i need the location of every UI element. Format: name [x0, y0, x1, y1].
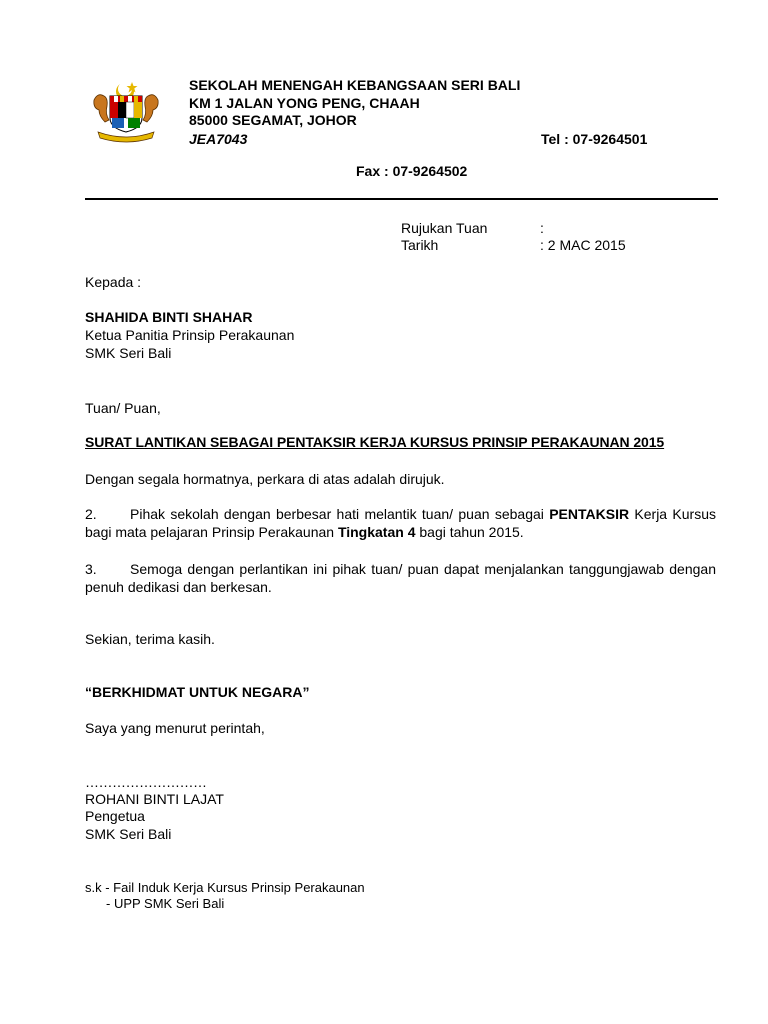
signer-name: ROHANI BINTI LAJAT	[85, 791, 224, 807]
paragraph-2-text-c: bagi tahun 2015.	[415, 524, 524, 540]
recipient-school: SMK Seri Bali	[85, 345, 172, 361]
paragraph-2-text-a: Pihak sekolah dengan berbesar hati melantik tuan/ puan sebagai	[130, 506, 550, 522]
school-name: SEKOLAH MENENGAH KEBANGSAAN SERI BALI	[189, 77, 521, 93]
cc-line-1: s.k - Fail Induk Kerja Kursus Prinsip Perakaunan	[85, 880, 365, 895]
signature-dots: ………………………	[85, 774, 207, 790]
fax-number: Fax : 07-9264502	[356, 163, 468, 179]
cc-line-2: - UPP SMK Seri Bali	[106, 896, 225, 911]
paragraph-2	[85, 505, 716, 541]
paragraph-3-text: Semoga dengan perlantikan ini pihak tuan/ puan dapat menjalankan tanggungjawab dengan penuh dedikasi dan berkesan.	[85, 561, 716, 595]
rujukan-value: :	[540, 220, 544, 236]
address-line-1: KM 1 JALAN YONG PENG, CHAAH	[189, 95, 420, 111]
signer-school: SMK Seri Bali	[85, 826, 172, 842]
closing-thanks: Sekian, terima kasih.	[85, 631, 215, 647]
rujukan-label: Rujukan Tuan	[401, 220, 488, 236]
paragraph-3-number: 3.	[85, 561, 97, 577]
address-line-2: 85000 SEGAMAT, JOHOR	[189, 112, 357, 128]
paragraph-3	[85, 560, 716, 596]
malaysia-coat-of-arms-icon	[90, 78, 162, 144]
tel-number: Tel : 07-9264501	[541, 131, 648, 147]
salutation: Tuan/ Puan,	[85, 400, 161, 416]
paragraph-2-bold-2: Tingkatan 4	[337, 524, 416, 540]
paragraph-2-number: 2.	[85, 506, 97, 522]
signer-title: Pengetua	[85, 808, 145, 824]
motto: “BERKHIDMAT UNTUK NEGARA”	[85, 684, 310, 700]
paragraph-2-text-b: Kerja Kursus bagi mata pelajaran Prinsip Perakaunan	[85, 506, 716, 540]
kepada-label: Kepada :	[85, 274, 142, 290]
recipient-position: Ketua Panitia Prinsip Perakaunan	[85, 327, 295, 343]
tarikh-value: : 2 MAC 2015	[540, 237, 626, 253]
recipient-name: SHAHIDA BINTI SHAHAR	[85, 309, 253, 325]
paragraph-1: Dengan segala hormatnya, perkara di atas adalah dirujuk.	[85, 471, 445, 487]
tarikh-label: Tarikh	[401, 237, 439, 253]
school-code: JEA7043	[189, 131, 248, 147]
header-divider	[85, 198, 718, 200]
letter-subject: SURAT LANTIKAN SEBAGAI PENTAKSIR KERJA KURSUS PRINSIP PERAKAUNAN 2015	[85, 434, 665, 450]
paragraph-2-bold-1: PENTAKSIR	[549, 506, 630, 522]
closing-phrase: Saya yang menurut perintah,	[85, 720, 265, 736]
